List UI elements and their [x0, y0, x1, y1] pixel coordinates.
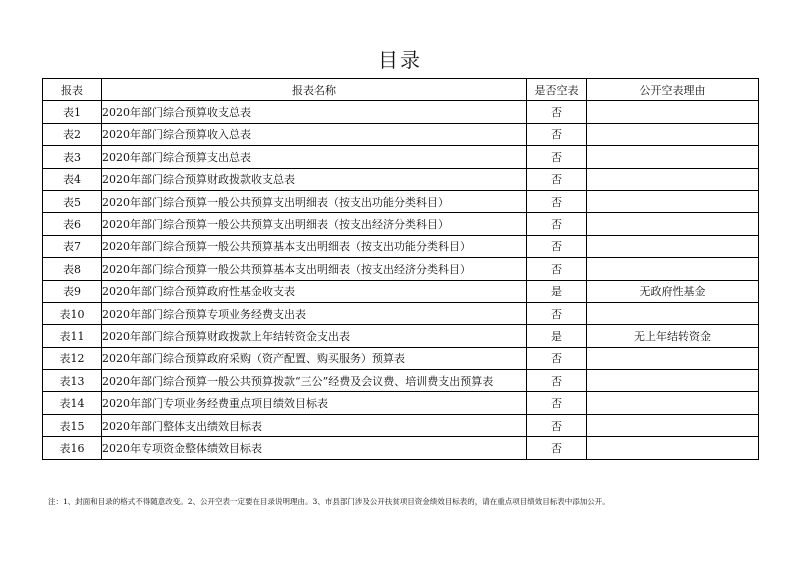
is-empty-cell: 否 [527, 235, 587, 257]
table-row [43, 370, 759, 392]
empty-reason-cell: 无上年结转资金 [587, 325, 759, 347]
is-empty-cell: 否 [527, 168, 587, 190]
report-id-cell: 表1 [43, 101, 102, 123]
report-name-cell: 2020年部门综合预算一般公共预算拨款“三公”经费及会议费、培训费支出预算表 [102, 370, 527, 392]
report-id-cell: 表6 [43, 213, 102, 235]
table-row [43, 280, 759, 302]
report-id-cell: 表12 [43, 347, 102, 369]
report-id-cell: 表4 [43, 168, 102, 190]
report-id-cell: 表13 [43, 370, 102, 392]
footnote: 注：1、封面和目录的格式不得随意改变。2、公开空表一定要在目录说明理由。3、市县部门涉及公开扶贫项目资金绩效目标表的，请在重点项目绩效目标表中添加公开。 [48, 497, 610, 506]
report-name-cell: 2020年部门综合预算一般公共预算支出明细表（按支出功能分类科目） [102, 190, 527, 212]
empty-reason-cell [587, 437, 759, 459]
report-name-cell: 2020年部门综合预算一般公共预算基本支出明细表（按支出功能分类科目） [102, 235, 527, 257]
is-empty-cell: 否 [527, 213, 587, 235]
report-id-cell: 表10 [43, 302, 102, 324]
table-row [43, 347, 759, 369]
header-report-name: 报表名称 [102, 79, 527, 101]
report-name-cell: 2020年部门综合预算财政拨款上年结转资金支出表 [102, 325, 527, 347]
empty-reason-cell [587, 370, 759, 392]
report-name-cell: 2020年部门综合预算政府性基金收支表 [102, 280, 527, 302]
empty-reason-cell [587, 235, 759, 257]
table-row [43, 414, 759, 436]
report-name-cell: 2020年部门专项业务经费重点项目绩效目标表 [102, 392, 527, 414]
is-empty-cell: 否 [527, 437, 587, 459]
empty-reason-cell [587, 258, 759, 280]
empty-reason-cell [587, 101, 759, 123]
empty-reason-cell [587, 414, 759, 436]
table-row [43, 235, 759, 257]
is-empty-cell: 是 [527, 325, 587, 347]
empty-reason-cell [587, 146, 759, 168]
report-id-cell: 表9 [43, 280, 102, 302]
is-empty-cell: 是 [527, 280, 587, 302]
report-name-cell: 2020年部门综合预算一般公共预算基本支出明细表（按支出经济分类科目） [102, 258, 527, 280]
report-name-cell: 2020年部门综合预算财政拨款收支总表 [102, 168, 527, 190]
page-title: 目录 [378, 48, 422, 72]
is-empty-cell: 否 [527, 101, 587, 123]
empty-reason-cell [587, 347, 759, 369]
empty-reason-cell: 无政府性基金 [587, 280, 759, 302]
table-header-row [43, 79, 759, 101]
is-empty-cell: 否 [527, 347, 587, 369]
catalog-table [42, 78, 759, 460]
report-id-cell: 表14 [43, 392, 102, 414]
header-is-empty: 是否空表 [527, 79, 587, 101]
table-row [43, 325, 759, 347]
report-name-cell: 2020年部门综合预算收支总表 [102, 101, 527, 123]
is-empty-cell: 否 [527, 302, 587, 324]
report-name-cell: 2020年专项资金整体绩效目标表 [102, 437, 527, 459]
report-id-cell: 表3 [43, 146, 102, 168]
report-name-cell: 2020年部门综合预算专项业务经费支出表 [102, 302, 527, 324]
is-empty-cell: 否 [527, 146, 587, 168]
empty-reason-cell [587, 392, 759, 414]
is-empty-cell: 否 [527, 123, 587, 145]
report-id-cell: 表5 [43, 190, 102, 212]
table-row [43, 258, 759, 280]
report-id-cell: 表2 [43, 123, 102, 145]
report-id-cell: 表16 [43, 437, 102, 459]
table-row [43, 213, 759, 235]
report-name-cell: 2020年部门整体支出绩效目标表 [102, 414, 527, 436]
report-name-cell: 2020年部门综合预算政府采购（资产配置、购买服务）预算表 [102, 347, 527, 369]
table-row [43, 302, 759, 324]
table-row [43, 101, 759, 123]
empty-reason-cell [587, 168, 759, 190]
report-id-cell: 表15 [43, 414, 102, 436]
is-empty-cell: 否 [527, 190, 587, 212]
table-row [43, 168, 759, 190]
report-id-cell: 表8 [43, 258, 102, 280]
report-name-cell: 2020年部门综合预算收入总表 [102, 123, 527, 145]
report-id-cell: 表11 [43, 325, 102, 347]
table-row [43, 146, 759, 168]
empty-reason-cell [587, 123, 759, 145]
table-row [43, 392, 759, 414]
report-name-cell: 2020年部门综合预算支出总表 [102, 146, 527, 168]
table-row [43, 437, 759, 459]
is-empty-cell: 否 [527, 392, 587, 414]
table-row [43, 123, 759, 145]
header-empty-reason: 公开空表理由 [587, 79, 759, 101]
table-row [43, 190, 759, 212]
is-empty-cell: 否 [527, 258, 587, 280]
empty-reason-cell [587, 302, 759, 324]
report-id-cell: 表7 [43, 235, 102, 257]
header-report: 报表 [43, 79, 102, 101]
empty-reason-cell [587, 213, 759, 235]
is-empty-cell: 否 [527, 370, 587, 392]
is-empty-cell: 否 [527, 414, 587, 436]
empty-reason-cell [587, 190, 759, 212]
report-name-cell: 2020年部门综合预算一般公共预算支出明细表（按支出经济分类科目） [102, 213, 527, 235]
